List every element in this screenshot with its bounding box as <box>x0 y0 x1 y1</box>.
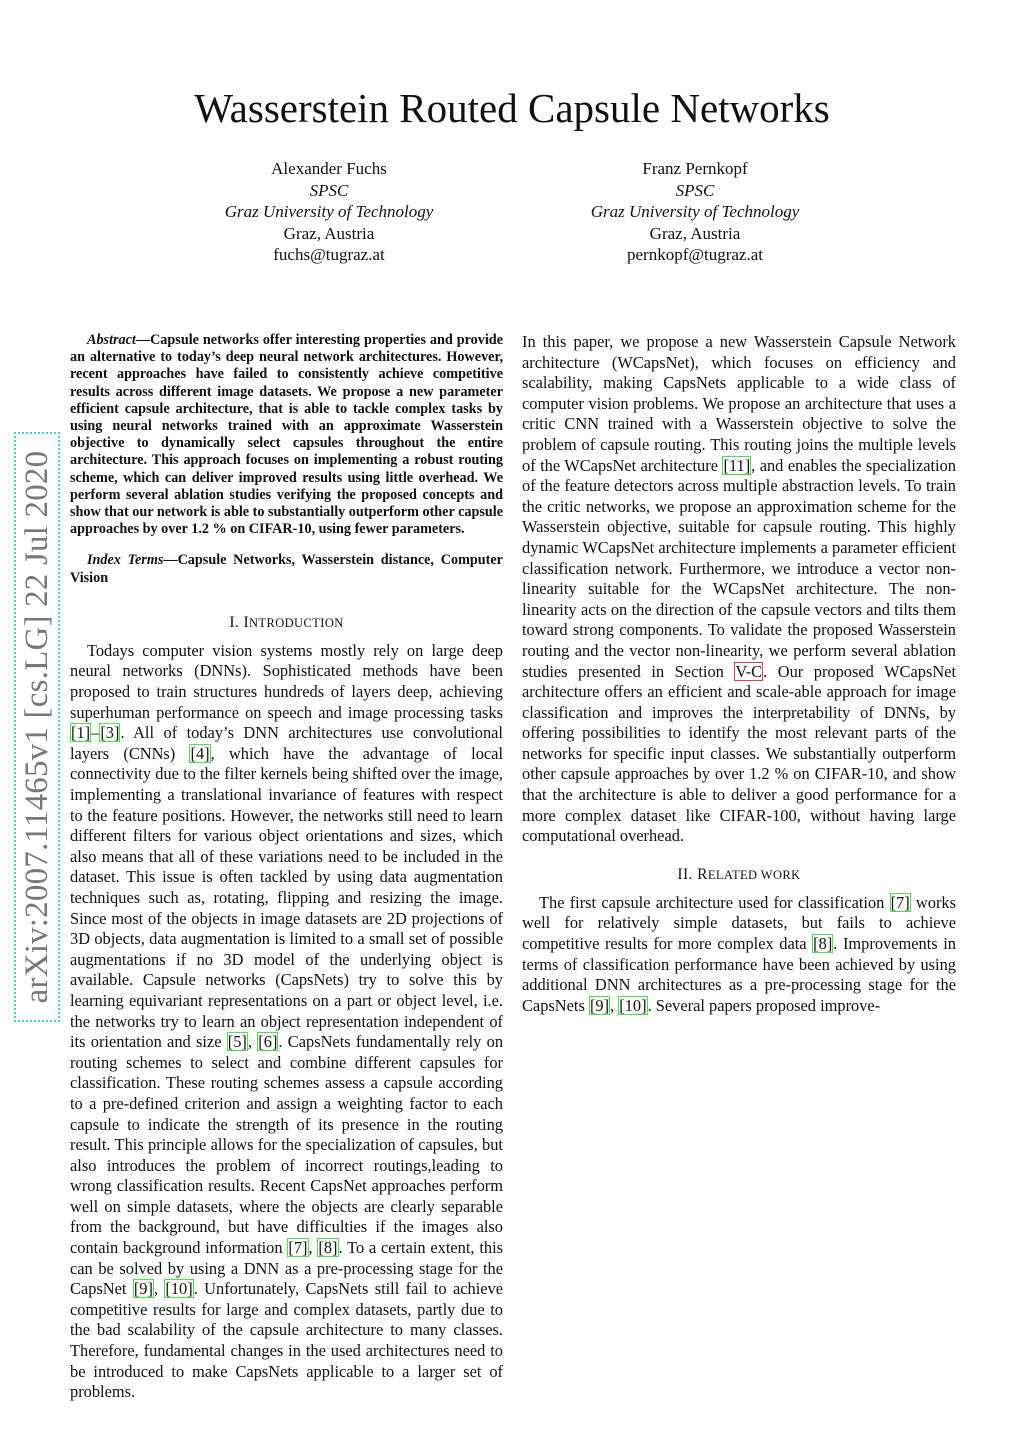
text-run: . Several papers proposed improve- <box>647 995 881 1015</box>
section-number: I. <box>229 613 240 631</box>
text-run: , which have the advantage of local connectivity due to the filter kernels being shifted over the image, implementing a translational invariance of features with respect to the feature positions. However, the networks still need to learn different filters for various object orientations and sizes, which also means that all of these variations need to be included in the dataset. This issue is often tackled by using data augmentation techniques such as, rotating, flipping and resizing the image. Since most of the objects in image datasets are 2D projections of 3D objects, data augmentation is limited to a small set of possible augmentations if no 3D model of the underlying object is available. Capsule networks (CapsNets) try to solve this by learning equivariant representations on a part or object level, i.e. the networks try to learn an object representation independent of its orientation and size <box>70 743 503 1052</box>
citation-link[interactable]: [5] <box>227 1032 247 1052</box>
author-location: Graz, Austria <box>649 223 741 243</box>
index-terms <box>70 552 503 586</box>
text-run: , <box>308 1238 318 1258</box>
text-run: , <box>610 995 619 1015</box>
author-email: fuchs@tugraz.at <box>273 245 385 264</box>
section-title-rest: NTRODUCTION <box>249 615 344 630</box>
text-run: , <box>153 1279 165 1299</box>
author-name: Alexander Fuchs <box>271 159 387 178</box>
citation-link[interactable]: [1] <box>71 723 91 743</box>
citation-link[interactable]: [11] <box>723 455 751 475</box>
citation-link[interactable]: [8] <box>318 1238 338 1258</box>
text-run: works well for relatively simple datasets, but fails to achieve competitive results for more complex data <box>522 892 956 954</box>
text-run: . To a certain extent, this can be solved by using a DNN as a pre-processing stage for the CapsNet <box>70 1238 504 1299</box>
section-number: II. <box>677 865 693 883</box>
author-dept: SPSC <box>309 180 349 200</box>
citation-link[interactable]: [8] <box>813 934 833 954</box>
author-name: Franz Pernkopf <box>642 159 748 178</box>
text-run: . Our proposed WCapsNet architecture offers an efficient and scale-able approach for image classification and improves the interpretability of DNNs, by offering possibilities to identify the most relevant parts of the networks for specific input classes. We substantially outperform other capsule approaches by over 1.2 % on CIFAR-10, and show that the architecture is able to deliver a good performance for a more complex dataset like CIFAR-100, without having large computational overhead. <box>522 661 956 846</box>
citation-link[interactable]: [4] <box>190 743 210 763</box>
text-run: , <box>247 1032 258 1052</box>
section-title-initial: I <box>243 613 249 631</box>
arxiv-identifier-link[interactable]: arXiv:2007.11465v1 [cs.LG] 22 Jul 2020 <box>14 432 60 1022</box>
left-column <box>70 332 503 1403</box>
text-run: . Improvements in terms of classification performance have been achieved by using additional DNN architectures as a pre-processing stage for the CapsNets <box>522 934 956 1015</box>
citation-link[interactable]: [7] <box>288 1238 308 1258</box>
paper-title: Wasserstein Routed Capsule Networks <box>194 85 830 131</box>
citation-link[interactable]: [7] <box>890 892 910 912</box>
author-block <box>169 158 489 266</box>
related-work-paragraph <box>522 893 956 1017</box>
author-dept: SPSC <box>675 180 715 200</box>
citation-link[interactable]: [10] <box>165 1279 193 1299</box>
right-column <box>522 332 956 1016</box>
citation-link[interactable]: [9] <box>589 995 610 1015</box>
section-title-initial: R <box>697 865 708 883</box>
author-block <box>535 158 855 266</box>
citation-link[interactable]: [6] <box>258 1032 278 1052</box>
citation-link[interactable]: [9] <box>133 1279 153 1299</box>
abstract <box>70 332 503 538</box>
index-terms-text: —Capsule Networks, Wasserstein distance, Computer Vision <box>70 552 503 586</box>
index-terms-label: Index Terms <box>87 552 164 569</box>
text-run: The first capsule architecture used for classification <box>539 892 890 912</box>
citation-link[interactable]: [10] <box>619 995 647 1015</box>
text-run: – <box>91 723 100 743</box>
text-run: In this paper, we propose a new Wasserstein Capsule Network architecture (WCapsNet), which focuses on efficiency and scalability, making CapsNets applicable to a wide class of computer vision problems. We propose an architecture that uses a critic CNN trained with a Wasserstein objective to solve the problem of capsule routing. This routing joins the multiple levels of the WCapsNet architecture <box>522 332 956 475</box>
intro-paragraph <box>70 641 503 1403</box>
text-run: . Unfortunately, CapsNets still fail to achieve competitive results for large and complex datasets, partly due to the bad scalability of the capsule architecture to many classes. Therefore, fundamental changes in the used architectures need to be introduced to make CapsNets applicable to a larger set of problems. <box>70 1279 504 1402</box>
intro-paragraph <box>522 332 956 847</box>
author-location: Graz, Austria <box>283 223 375 243</box>
section-reference-link[interactable]: V-C <box>735 661 763 681</box>
citation-link[interactable]: [3] <box>100 723 120 743</box>
author-university: Graz University of Technology <box>224 202 434 221</box>
text-run: Todays computer vision systems mostly rely on large deep neural networks (DNNs). Sophisticated methods have been proposed to train structures hundreds of layers deep, achieving superhuman performance on speech and image processing tasks <box>70 640 503 722</box>
text-run: . All of today’s DNN architectures use convolutional layers (CNNs) <box>70 723 503 763</box>
author-email: pernkopf@tugraz.at <box>626 245 764 264</box>
abstract-label: Abstract <box>87 332 136 348</box>
section-heading-introduction <box>70 613 503 633</box>
text-run: , and enables the specialization of the feature detectors across multiple abstraction levels. To train the critic networks, we propose an approximation scheme for the Wasserstein objective, suitable for capsule routing. This highly dynamic WCapsNet architecture implements a parameter efficient classification network. Furthermore, we introduce a vector non-linearity suitable for the WCapsNet architecture. The non-linearity acts on the direction of the capsule vectors and tilts them toward strong components. To validate the proposed Wasserstein routing and the vector non-linearity, we perform several ablation studies presented in Section <box>522 455 956 681</box>
section-title-rest: ELATED WORK <box>707 867 801 882</box>
author-university: Graz University of Technology <box>590 202 800 221</box>
abstract-text: —Capsule networks offer interesting properties and provide an alternative to today’s deep neural network architectures. However, recent approaches have failed to consistently achieve competitive results across different image datasets. We propose a new parameter efficient capsule architecture, that is able to tackle complex tasks by using neural networks trained with an approximate Wasserstein objective to dynamically select capsules throughout the entire architecture. This approach focuses on implementing a robust routing scheme, which can deliver improved results using little overhead. We perform several ablation studies verifying the proposed concepts and show that our network is able to substantially outperform other capsule approaches by over 1.2 % on CIFAR-10, using fewer parameters. <box>70 332 503 538</box>
text-run: . CapsNets fundamentally rely on routing schemes to select and combine different capsules for classification. These routing schemes assess a capsule according to a pre-defined criterion and assign a weighting factor to each capsule to indicate the strength of its presence in the routing result. This principle allows for the specialization of capsules, but also introduces the problem of incorrect routings,leading to wrong classification results. Recent CapsNet approaches perform well on simple datasets, where the objects are clearly separable from the background, but have difficulties if the images also contain background information <box>70 1032 504 1258</box>
section-heading-related-work <box>522 865 956 885</box>
